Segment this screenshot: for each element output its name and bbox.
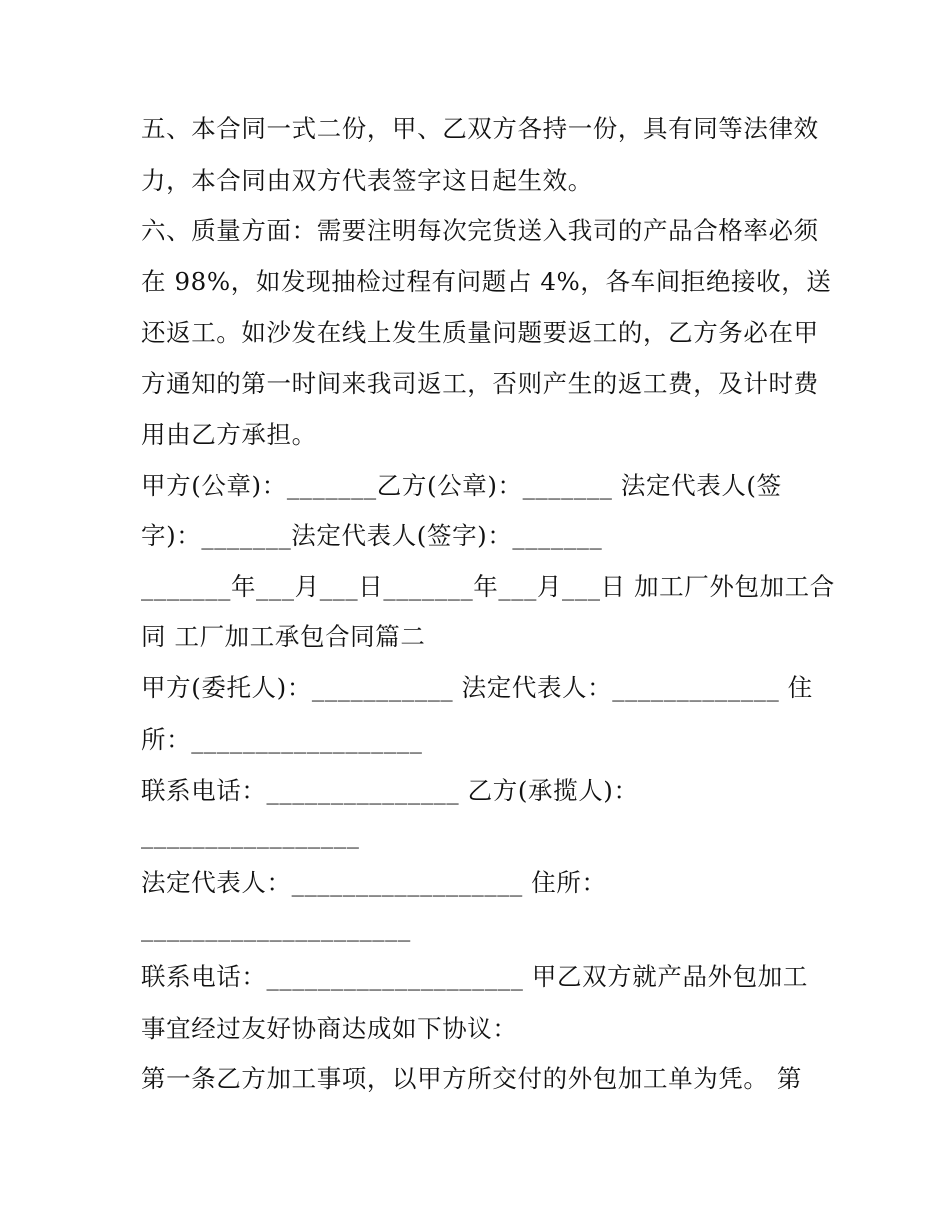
text-line: 法定代表人：__________________ 住所： — [141, 868, 607, 897]
text-line: 同 工厂加工承包合同篇二 — [141, 622, 426, 651]
text-line: 用由乙方承担。 — [141, 420, 317, 449]
text-line: _____________________ — [141, 913, 411, 942]
text-line: 第一条乙方加工事项，以甲方所交付的外包加工单为凭。 第 — [141, 1064, 802, 1093]
text-line: 方通知的第一时间来我司返工，否则产生的返工费，及计时费 — [141, 369, 819, 398]
text-line: 在 98%，如发现抽检过程有问题占 4%，各车间拒绝接收，送 — [141, 267, 832, 296]
text-line: 甲方(委托人)：___________ 法定代表人：_____________ 住 — [141, 673, 813, 702]
text-line: _______年___月___日_______年___月___日 加工厂外包加工合 — [141, 572, 835, 601]
text-line: 事宜经过友好协商达成如下协议： — [141, 1014, 518, 1043]
text-line: 字)：_______法定代表人(签字)：_______ — [141, 521, 603, 550]
text-line: 还返工。如沙发在线上发生质量问题要返工的，乙方务必在甲 — [141, 318, 819, 347]
text-line: 力，本合同由双方代表签字这日起生效。 — [141, 166, 593, 195]
text-line: 五、本合同一式二份，甲、乙双方各持一份，具有同等法律效 — [141, 114, 819, 143]
text-line: _________________ — [141, 820, 360, 849]
text-line: 所：__________________ — [141, 725, 423, 754]
text-line: 甲方(公章)：_______乙方(公章)：_______ 法定代表人(签 — [141, 471, 782, 500]
text-line: 联系电话：____________________ 甲乙双方就产品外包加工 — [141, 962, 808, 991]
text-line: 六、质量方面：需要注明每次完货送入我司的产品合格率必须 — [141, 216, 819, 245]
text-line: 联系电话：_______________ 乙方(承揽人)： — [141, 776, 639, 805]
